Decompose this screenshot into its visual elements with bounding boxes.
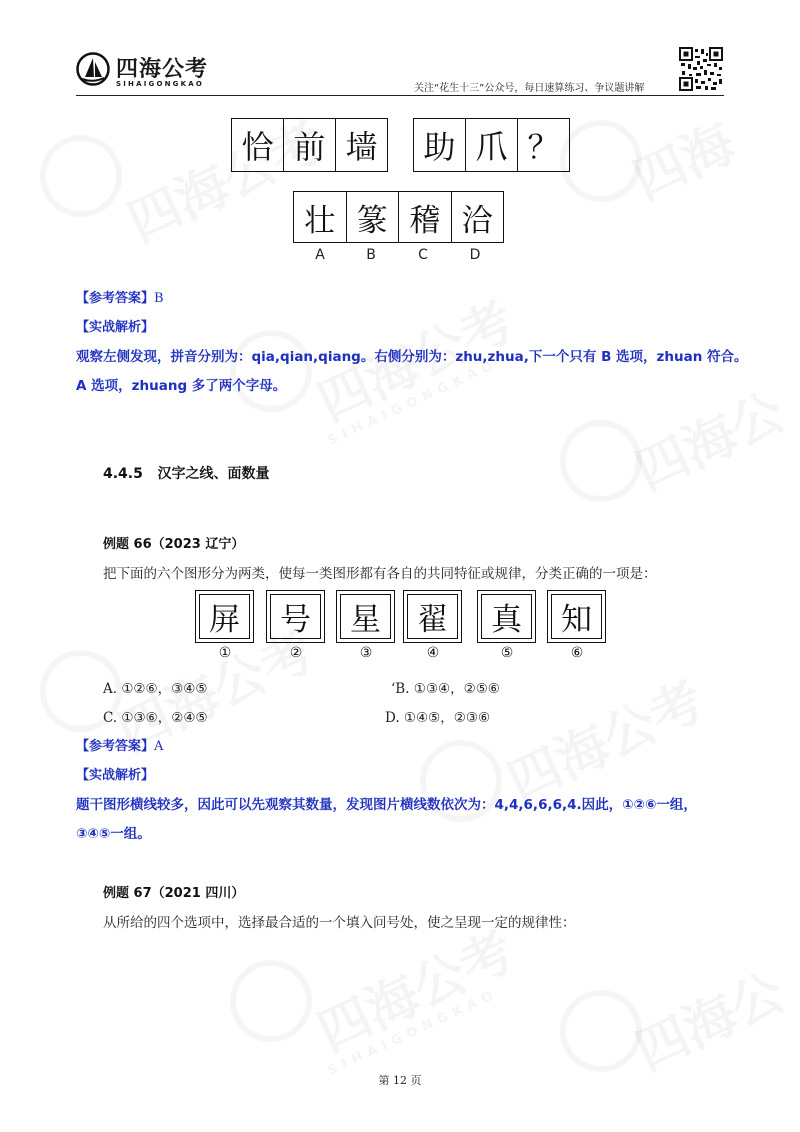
option-label-c: C (418, 247, 428, 263)
brand-name: 四海公考 (116, 57, 209, 82)
figure-number: ⑥ (570, 645, 584, 661)
analysis-text: 观察左侧发现，拼音分别为：qia,qian,qiang。右侧分别为：zhu,zhua,下一个只有 B 选项，zhuan 符合。 (76, 349, 748, 365)
question-mark-cell: ？ (527, 128, 560, 166)
section-heading (103, 463, 270, 483)
option-cell-c: 稽 (399, 192, 452, 242)
char-cell: 恰 (232, 119, 284, 171)
header-divider (76, 95, 724, 96)
figure-number: ③ (359, 645, 373, 661)
figure-number: ① (218, 645, 232, 661)
analysis-label: 【实战解析】 (76, 768, 155, 783)
answer-line (76, 735, 163, 754)
char-cell: 前 (284, 119, 336, 171)
char-cell: 墙 (345, 128, 378, 166)
logo-sail-icon (76, 52, 110, 86)
figure-box-4: 翟 (403, 590, 462, 643)
option-cell-b: 篆 (347, 192, 400, 242)
analysis-text: ③④⑤一组。 (76, 826, 151, 842)
option-cell-d: 洽 (461, 202, 493, 239)
section-number: 4.4.5 (103, 466, 143, 482)
char-cell: 助 (414, 119, 466, 171)
section-title: 汉字之线、面数量 (157, 466, 270, 482)
choice-a: A. ①②⑥，③④⑤ (103, 681, 208, 697)
answer-value: B (154, 291, 164, 306)
question-left-group (231, 118, 388, 172)
answer-label: 【参考答案】 (76, 739, 155, 754)
figure-box-1: 屏 (195, 590, 254, 643)
choice-b: ‘B. ①③④，②⑤⑥ (391, 681, 500, 697)
char-cell: 爪 (466, 119, 518, 171)
option-cell-a: 壮 (294, 192, 347, 242)
example-title: 例题 67（2021 四川） (103, 886, 245, 901)
page-number: 第 12 页 (378, 1074, 422, 1087)
qr-code-icon (679, 47, 723, 91)
figure-box-6: 知 (547, 590, 606, 643)
answer-value: A (154, 739, 164, 754)
header-note: 关注“花生十三”公众号，每日速算练习、争议题讲解 (414, 83, 645, 94)
analysis-label: 【实战解析】 (76, 320, 155, 335)
choice-c: C. ①③⑥，②④⑤ (103, 710, 208, 726)
option-label-d: D (469, 247, 481, 263)
answer-label: 【参考答案】 (76, 291, 155, 306)
figure-box-3: 星 (336, 590, 395, 643)
question-text: 把下面的六个图形分为两类，使每一类图形都有各自的共同特征或规律，分类正确的一项是： (103, 566, 657, 582)
option-label-a: A (315, 247, 325, 263)
question-right-group (413, 118, 570, 172)
analysis-text: A 选项，zhuang 多了两个字母。 (76, 378, 287, 394)
figure-box-2: 号 (266, 590, 325, 643)
choice-d: D. ①④⑤，②③⑥ (385, 710, 491, 726)
question-text: 从所给的四个选项中，选择最合适的一个填入问号处，使之呈现一定的规律性： (103, 915, 576, 931)
analysis-text: 题干图形横线较多，因此可以先观察其数量，发现图片横线数依次为：4,4,6,6,6,4.因此，①②⑥一组， (76, 797, 697, 813)
figure-number: ④ (426, 645, 440, 661)
figure-number: ② (289, 645, 303, 661)
option-label-b: B (366, 247, 376, 263)
figure-box-5: 真 (477, 590, 536, 643)
brand-subtitle: SIHAIGONGKAO (116, 80, 205, 88)
option-row (293, 191, 504, 243)
answer-line (76, 287, 164, 306)
figure-number: ⑤ (500, 645, 514, 661)
example-title: 例题 66（2023 辽宁） (103, 537, 245, 552)
